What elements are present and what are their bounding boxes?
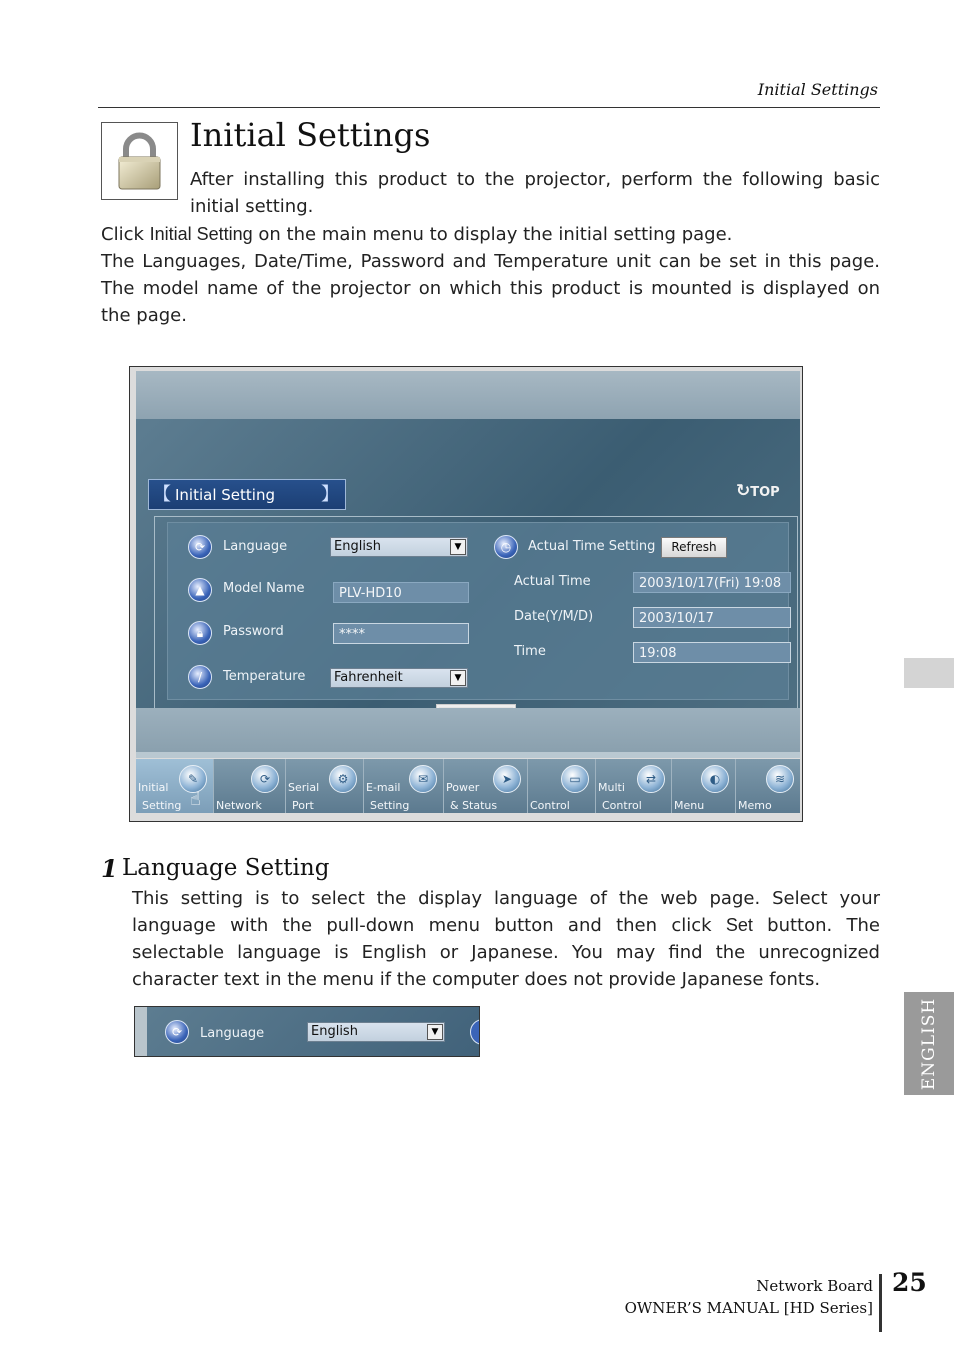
nav-multi-control[interactable]: Multi Control ⇄ bbox=[596, 759, 672, 813]
chapter-tab bbox=[904, 658, 954, 688]
mail-icon: ✉ bbox=[409, 765, 437, 793]
crop-edge bbox=[135, 1007, 147, 1056]
nav-email-setting[interactable]: E-mail Setting ✉ bbox=[364, 759, 444, 813]
refresh-arrow-icon: ↻ bbox=[736, 481, 751, 501]
actual-time-value: 2003/10/17(Fri) 19:08 bbox=[633, 572, 791, 593]
screenshot-divider bbox=[136, 752, 800, 758]
temperature-label: Temperature bbox=[223, 669, 306, 684]
padlock-icon bbox=[102, 123, 177, 199]
intro-paragraph-1: After installing this product to the projector, perform the following basic initial setting. bbox=[190, 169, 880, 217]
language-label: Language bbox=[200, 1026, 265, 1041]
power-icon: ➤ bbox=[493, 765, 521, 793]
language-tab-label: ENGLISH bbox=[919, 997, 939, 1090]
serial-port-icon: ⚙ bbox=[329, 765, 357, 793]
page-number: 25 bbox=[892, 1268, 927, 1297]
password-icon: 🔒︎ bbox=[188, 621, 212, 645]
time-input[interactable]: 19:08 bbox=[633, 642, 791, 663]
set-term: Set bbox=[725, 915, 753, 935]
running-head: Initial Settings bbox=[757, 80, 878, 99]
date-label: Date(Y/M/D) bbox=[514, 609, 594, 624]
dropdown-arrow-icon[interactable]: ▼ bbox=[450, 539, 466, 555]
padlock-icon-box bbox=[101, 122, 178, 200]
language-select[interactable]: English ▼ bbox=[330, 537, 468, 557]
section-title: Language Setting bbox=[122, 855, 330, 881]
temperature-select[interactable]: Fahrenheit ▼ bbox=[330, 668, 468, 688]
screenshot-main-area bbox=[136, 419, 800, 708]
footer-manual: OWNER’S MANUAL [HD Series] bbox=[624, 1299, 873, 1317]
nav-serial-port[interactable]: Serial Port ⚙ bbox=[286, 759, 364, 813]
screenshot-top-band bbox=[136, 371, 800, 419]
nav-network[interactable]: Network ⟳ bbox=[214, 759, 286, 813]
network-icon: ⟳ bbox=[251, 765, 279, 793]
multi-control-icon: ⇄ bbox=[637, 765, 665, 793]
footer-product: Network Board bbox=[756, 1277, 873, 1295]
date-input[interactable]: 2003/10/17 bbox=[633, 607, 791, 628]
menu-icon: ◐ bbox=[701, 765, 729, 793]
actual-time-label: Actual Time bbox=[514, 574, 591, 589]
model-name-value: PLV-HD10 bbox=[333, 582, 469, 603]
header-rule bbox=[98, 107, 880, 108]
time-label: Time bbox=[514, 644, 546, 659]
password-label: Password bbox=[223, 624, 284, 639]
initial-setting-term: Initial Setting bbox=[149, 224, 253, 244]
section-number: 1 bbox=[101, 854, 118, 883]
intro-paragraph-3: The Languages, Date/Time, Password and Temperature unit can be set in this page. The model name of the projector on which this product is mounted is displayed on the page. bbox=[101, 251, 880, 326]
clock-icon: ◷ bbox=[494, 535, 518, 559]
actual-time-setting-label: Actual Time Setting bbox=[528, 539, 656, 554]
pencil-icon: ✎ bbox=[179, 765, 207, 793]
main-menu-bar bbox=[136, 759, 800, 813]
nav-power-status[interactable]: Power & Status ➤ bbox=[444, 759, 528, 813]
initial-setting-title-plate: 【 Initial Setting 】 bbox=[148, 479, 346, 510]
password-input[interactable]: **** bbox=[333, 623, 469, 644]
dropdown-arrow-icon[interactable]: ▼ bbox=[450, 670, 466, 686]
nav-memo[interactable]: Memo ≋ bbox=[736, 759, 800, 813]
footer-rule bbox=[879, 1274, 882, 1332]
refresh-button[interactable]: Refresh bbox=[661, 537, 727, 558]
top-link[interactable]: ↻TOP bbox=[736, 481, 780, 501]
language-label: Language bbox=[223, 539, 288, 554]
model-name-icon: ▲ bbox=[188, 578, 212, 602]
language-setting-crop bbox=[134, 1006, 480, 1057]
control-icon: ▭ bbox=[561, 765, 589, 793]
initial-setting-screenshot bbox=[129, 366, 803, 822]
language-select[interactable]: English ▼ bbox=[307, 1022, 445, 1042]
model-name-label: Model Name bbox=[223, 581, 305, 596]
section-body: This setting is to select the display language of the web page. Select your language with the pull-down menu button and then click Set button. The selectable language is English or Japanese. You may find the unrecognized character text in the menu if the computer does not provide Japanese fonts. bbox=[132, 888, 880, 990]
temperature-icon: / bbox=[188, 665, 212, 689]
nav-menu[interactable]: Menu ◐ bbox=[672, 759, 736, 813]
intro-paragraph-2: Click Initial Setting on the main menu to display the initial setting page. bbox=[101, 224, 733, 245]
language-icon: ⟳ bbox=[165, 1020, 189, 1044]
dropdown-arrow-icon[interactable]: ▼ bbox=[427, 1024, 443, 1040]
clock-icon bbox=[470, 1019, 480, 1045]
nav-initial-setting[interactable]: Initial Setting ✎ ☝ bbox=[136, 759, 214, 813]
nav-control[interactable]: Control ▭ bbox=[528, 759, 596, 813]
hand-cursor-icon: ☝ bbox=[190, 789, 201, 810]
page-title: Initial Settings bbox=[190, 116, 431, 154]
language-icon: ⟳ bbox=[188, 535, 212, 559]
settings-form bbox=[167, 522, 789, 700]
memo-icon: ≋ bbox=[766, 765, 794, 793]
screenshot-bottom-band bbox=[136, 708, 800, 752]
